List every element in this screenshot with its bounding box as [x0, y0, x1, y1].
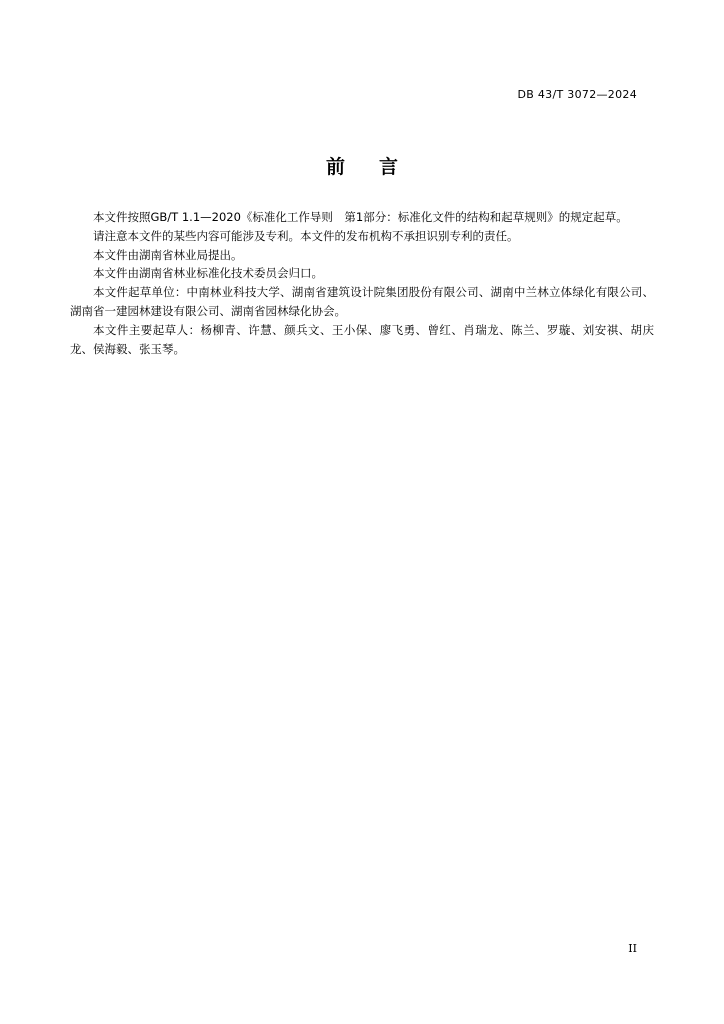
- paragraph-drafting-units: 本文件起草单位：中南林业科技大学、湖南省建筑设计院集团股份有限公司、湖南中兰林立体绿化有限公司、湖南省一建园林建设有限公司、湖南省园林绿化协会。: [70, 285, 654, 318]
- paragraph-patent-notice: 请注意本文件的某些内容可能涉及专利。本文件的发布机构不承担识别专利的责任。: [93, 228, 519, 243]
- paragraph-proposer: 本文件由湖南省林业局提出。: [93, 247, 243, 262]
- page-number: II: [628, 942, 637, 955]
- paragraph-drafting-rules: 本文件按照GB/T 1.1—2020《标准化工作导则 第1部分：标准化文件的结构和起草规则》的规定起草。: [93, 210, 628, 224]
- paragraph-drafters: 本文件主要起草人：杨柳青、许慧、颜兵文、王小保、廖飞勇、曾红、肖瑞龙、陈兰、罗璇、刘安祺、胡庆龙、侯海毅、张玉琴。: [70, 322, 654, 356]
- foreword-body: [70, 208, 654, 358]
- page-title: 前言: [325, 156, 432, 178]
- paragraph-committee: 本文件由湖南省林业标准化技术委员会归口。: [93, 266, 323, 281]
- standard-number: DB 43/T 3072—2024: [517, 88, 637, 101]
